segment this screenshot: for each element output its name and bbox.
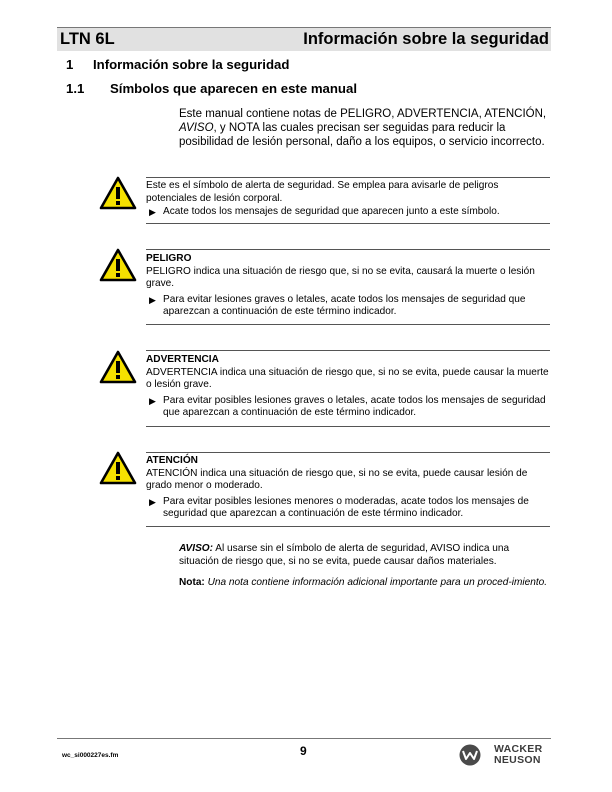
triangle-right-icon: ▶ [149, 395, 156, 406]
advertencia-title: ADVERTENCIA [146, 354, 219, 365]
brand-wordmark [494, 744, 542, 765]
peligro-title: PELIGRO [146, 253, 192, 264]
advertencia-text: ADVERTENCIA indica una situación de riesgo que, si no se evita, puede causar la muerte o lesión grave. [146, 366, 549, 391]
atencion-title: ATENCIÓN [146, 455, 198, 466]
intro-aviso-italic: AVISO [179, 122, 214, 135]
warning-triangle-icon [99, 451, 137, 485]
divider [146, 223, 550, 224]
nota-label: Nota: [179, 577, 205, 588]
peligro-text: PELIGRO indica una situación de riesgo que, si no se evita, causará la muerte o lesión grave. [146, 265, 535, 290]
divider [146, 526, 550, 527]
divider [146, 324, 550, 325]
divider [146, 452, 550, 453]
nota-text: Una nota contiene información adicional importante para un proced-imiento. [204, 577, 548, 588]
nota-paragraph [179, 577, 551, 590]
aviso-paragraph [179, 543, 551, 569]
warning-triangle-icon [99, 176, 137, 210]
divider [146, 249, 550, 250]
aviso-label: AVISO: [179, 543, 214, 554]
warning-triangle-icon [99, 350, 137, 384]
peligro-block [146, 253, 550, 319]
brand-line-1: WACKER [494, 743, 543, 755]
footer-filename: wc_si000227es.fm [62, 752, 119, 759]
brand-line-2: NEUSON [494, 753, 541, 766]
model-title: LTN 6L [60, 30, 115, 48]
divider [146, 177, 550, 178]
footer-divider [57, 738, 551, 739]
intro-paragraph: Este manual contiene notas de PELIGRO, ADVERTENCIA, ATENCIÓN, AVISO, y NOTA las cuales precisan ser seguidas para reducir la posibilidad de lesión personal, daño a los equipos, o servicio incorrecto. [179, 108, 547, 149]
advertencia-bullet: ▶ Para evitar posibles lesiones graves o letales, acate todos los mensajes de seguridad que aparezcan a continuación de este término indicador. [149, 394, 546, 419]
triangle-right-icon: ▶ [149, 207, 156, 218]
warning-triangle-icon [99, 248, 137, 282]
wacker-neuson-logo-icon [459, 744, 481, 766]
alert-symbol-block [146, 180, 550, 219]
aviso-text: Al usarse sin el símbolo de alerta de seguridad, AVISO indica una situación de riesgo que, si no se evita, puede causar daños materiales. [179, 543, 510, 567]
divider [146, 350, 550, 351]
page-number: 9 [300, 744, 307, 758]
atencion-bullet: ▶ Para evitar posibles lesiones menores o moderadas, acate todos los mensajes de seguridad que aparezcan a continuación de este término indicador. [149, 495, 529, 520]
section-1-1-title: Símbolos que aparecen en este manual [110, 81, 357, 96]
alert-bullet: ▶ Acate todos los mensajes de seguridad que aparecen junto a este símbolo. [149, 206, 500, 218]
page-header [57, 27, 551, 51]
atencion-text: ATENCIÓN indica una situación de riesgo que, si no se evita, puede causar lesión de grado menor o moderado. [146, 467, 528, 492]
divider [146, 426, 550, 427]
section-1-1-number: 1.1 [66, 81, 85, 96]
alert-text: Este es el símbolo de alerta de seguridad. Se emplea para avisarle de peligros potenciales de lesión corporal. [146, 180, 499, 204]
section-1-number: 1 [66, 57, 74, 72]
triangle-right-icon: ▶ [149, 294, 156, 305]
triangle-right-icon: ▶ [149, 496, 156, 507]
chapter-title: Información sobre la seguridad [303, 30, 549, 48]
section-1-title: Información sobre la seguridad [93, 57, 290, 72]
advertencia-block [146, 354, 550, 420]
peligro-bullet: ▶ Para evitar lesiones graves o letales, acate todos los mensajes de seguridad que aparezcan a continuación de este término indicador. [149, 293, 526, 318]
atencion-block [146, 455, 550, 521]
